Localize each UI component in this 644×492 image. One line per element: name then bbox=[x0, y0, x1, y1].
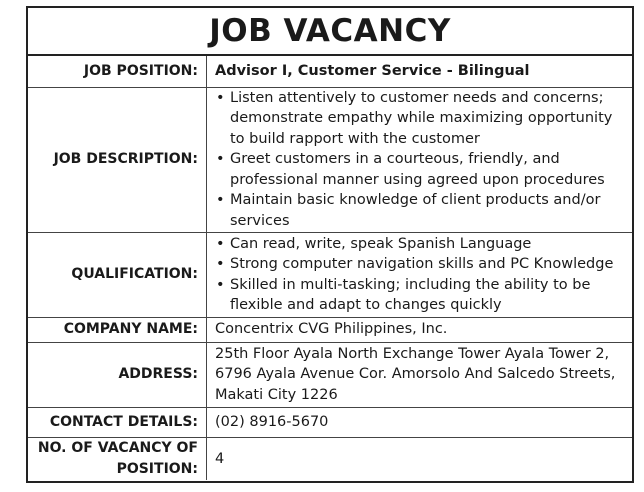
list-item: • Can read, write, speak Spanish Language bbox=[215, 234, 626, 255]
qualification-list bbox=[215, 234, 626, 316]
contact-details-label: CONTACT DETAILS: bbox=[28, 407, 207, 437]
list-item: • Strong computer navigation skills and PC Knowledge bbox=[215, 254, 626, 275]
company-name-label: COMPANY NAME: bbox=[28, 317, 207, 342]
page-title: JOB VACANCY bbox=[28, 8, 632, 56]
row-qualification bbox=[28, 232, 632, 317]
qualification-label: QUALIFICATION: bbox=[28, 232, 207, 317]
row-vacancies bbox=[28, 437, 632, 480]
job-description-label: JOB DESCRIPTION: bbox=[28, 87, 207, 232]
job-description-list bbox=[215, 88, 626, 232]
company-name-value: Concentrix CVG Philippines, Inc. bbox=[207, 317, 633, 342]
list-item: • Skilled in multi-tasking; including the ability to be flexible and adapt to changes quickly bbox=[215, 275, 626, 316]
row-job-description bbox=[28, 87, 632, 232]
row-company-name bbox=[28, 317, 632, 342]
job-details-table bbox=[28, 56, 632, 480]
vacancies-label: NO. OF VACANCY OF POSITION: bbox=[28, 437, 207, 480]
list-item: • Maintain basic knowledge of client products and/or services bbox=[215, 190, 626, 231]
job-position-value: Advisor I, Customer Service - Bilingual bbox=[215, 63, 530, 79]
job-vacancy-sheet bbox=[26, 6, 634, 483]
row-address bbox=[28, 342, 632, 407]
list-item: • Listen attentively to customer needs and concerns; demonstrate empathy while maximizing opportunity to build rapport with the customer bbox=[215, 88, 626, 150]
row-contact-details bbox=[28, 407, 632, 437]
address-label: ADDRESS: bbox=[28, 342, 207, 407]
vacancies-value: 4 bbox=[207, 437, 633, 480]
address-value: 25th Floor Ayala North Exchange Tower Ayala Tower 2, 6796 Ayala Avenue Cor. Amorsolo And Salcedo Streets, Makati City 1226 bbox=[207, 342, 633, 407]
job-position-label: JOB POSITION: bbox=[28, 56, 207, 87]
row-job-position bbox=[28, 56, 632, 87]
contact-details-value: (02) 8916-5670 bbox=[207, 407, 633, 437]
list-item: • Greet customers in a courteous, friendly, and professional manner using agreed upon procedures bbox=[215, 149, 626, 190]
